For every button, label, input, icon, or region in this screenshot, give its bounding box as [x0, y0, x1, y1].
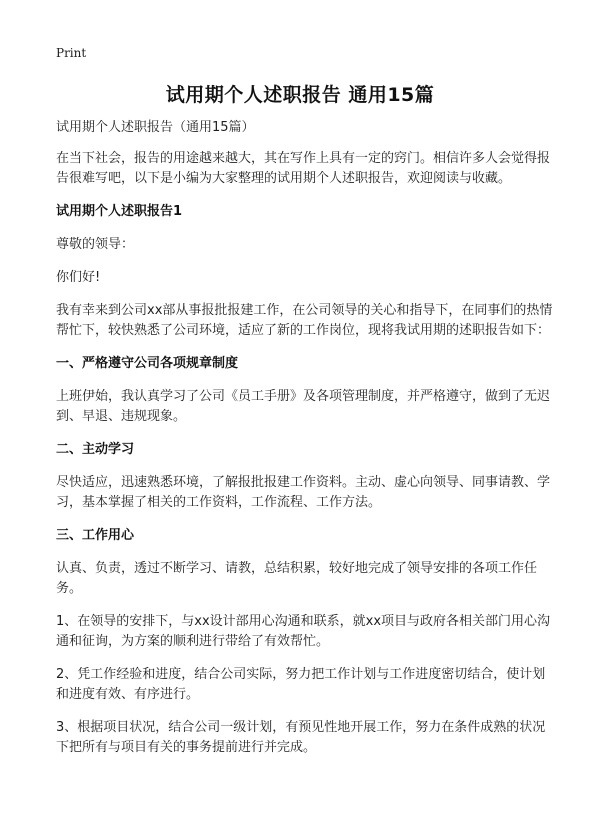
page-title: 试用期个人述职报告 通用15篇 [165, 84, 435, 106]
print-link[interactable]: Print [56, 46, 87, 60]
section-heading: 试用期个人述职报告1 [56, 204, 183, 219]
hello-paragraph: 你们好! [56, 270, 101, 285]
part1-heading: 一、严格遵守公司各项规章制度 [56, 356, 239, 371]
part2-paragraph: 尽快适应，迅速熟悉环境，了解报批报建工作资料。主动、虚心向领导、同事请教、学习，基本掌握了相关的工作资料，工作流程、工作方法。 [56, 475, 551, 510]
document-body [56, 118, 554, 771]
document-subtitle: 试用期个人述职报告（通用15篇） [56, 120, 255, 135]
greeting-paragraph: 尊敬的领导： [56, 237, 135, 252]
part3-paragraph: 认真、负责，透过不断学习、请教，总结积累，较好地完成了领导安排的各项工作任务。 [56, 561, 538, 596]
part1-paragraph: 上班伊始，我认真学习了公司《员工手册》及各项管理制度，并严格遵守，做到了无迟到、早退、违规现象。 [56, 389, 551, 424]
part2-heading: 二、主动学习 [56, 442, 135, 457]
part3-heading: 三、工作用心 [56, 528, 135, 543]
list-item: 3、根据项目状况，结合公司一级计划，有预见性地开展工作，努力在条件成熟的状况下把所有与项目有关的事务提前进行并完成。 [56, 720, 546, 755]
list-item: 1、在领导的安排下，与xx设计部用心沟通和联系，就xx项目与政府各相关部门用心沟通和征询，为方案的顺利进行带给了有效帮忙。 [56, 614, 551, 649]
opening-paragraph: 我有幸来到公司xx部从事报批报建工作，在公司领导的关心和指导下，在同事们的热情帮忙下，较快熟悉了公司环境，适应了新的工作岗位，现将我试用期的述职报告如下： [56, 303, 553, 338]
intro-paragraph: 在当下社会，报告的用途越来越大，其在写作上具有一定的窍门。相信许多人会觉得报告很难写吧，以下是小编为大家整理的试用期个人述职报告，欢迎阅读与收藏。 [56, 151, 551, 186]
list-item: 2、凭工作经验和进度，结合公司实际，努力把工作计划与工作进度密切结合，使计划和进度有效、有序进行。 [56, 667, 546, 702]
